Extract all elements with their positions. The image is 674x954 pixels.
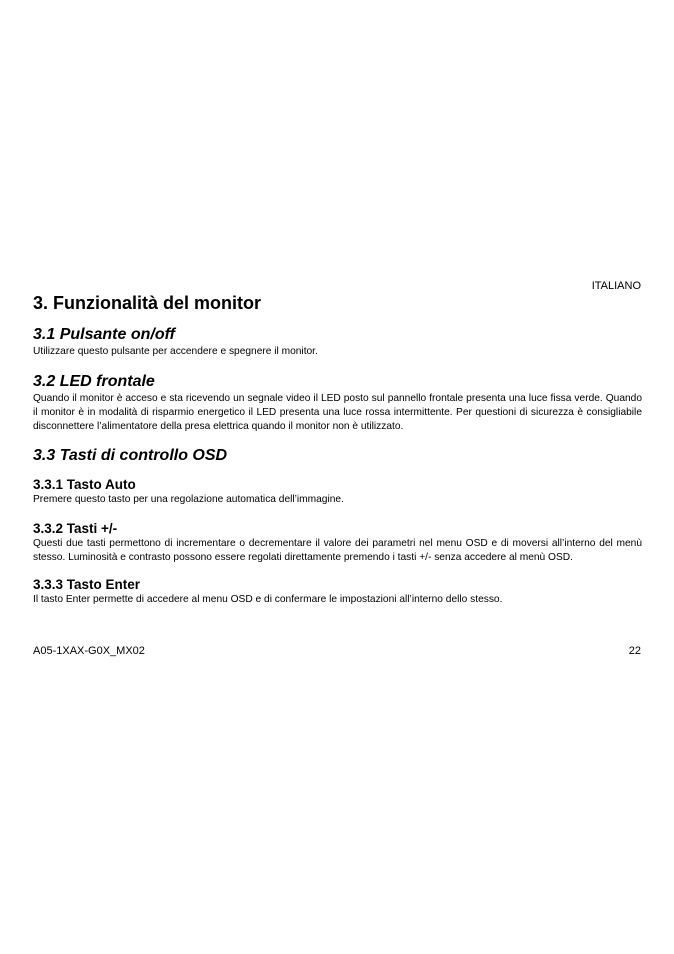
- paragraph-auto-key: Premere questo tasto per una regolazione automatica dell’immagine.: [33, 494, 344, 505]
- heading-auto-key: 3.3.1 Tasto Auto: [33, 477, 136, 492]
- subsection-title-on-off: 3.1 Pulsante on/off: [33, 326, 175, 343]
- subsection-title-led: 3.2 LED frontale: [33, 373, 155, 390]
- document-code: A05-1XAX-G0X_MX02: [33, 645, 145, 657]
- paragraph-led: Quando il monitor è acceso e sta ricevendo un segnale video il LED posto sul pannello frontale presenta una luce fissa verde. Quando il monitor è in modalità di risparmio energetico il LED presenta una luce rossa intermittente. Per questioni di sicurezza è consigliabile disconnettere l’alimentatore della presa elettrica quando il monitor non è utilizzato.: [33, 393, 642, 432]
- main-content: [33, 292, 642, 607]
- page-number: 22: [628, 645, 641, 657]
- paragraph-enter-key: Il tasto Enter permette di accedere al menu OSD e di confermare le impostazioni all’interno dello stesso.: [33, 594, 503, 605]
- heading-plus-minus-keys: 3.3.2 Tasti +/-: [33, 521, 118, 536]
- language-label: ITALIANO: [591, 280, 641, 292]
- paragraph-on-off: Utilizzare questo pulsante per accendere e spegnere il monitor.: [33, 346, 318, 357]
- subsection-title-osd: 3.3 Tasti di controllo OSD: [33, 447, 228, 464]
- paragraph-plus-minus-keys: Questi due tasti permettono di incrementare o decrementare il valore dei parametri nel menu OSD e di moversi all’interno del menù stesso. Luminosità e contrasto possono essere regolati direttamente premendo i tasti +/- senza accedere al menù OSD.: [33, 538, 642, 563]
- page-footer: [33, 645, 641, 658]
- section-title: 3. Funzionalità del monitor: [33, 293, 262, 313]
- heading-enter-key: 3.3.3 Tasto Enter: [33, 577, 141, 592]
